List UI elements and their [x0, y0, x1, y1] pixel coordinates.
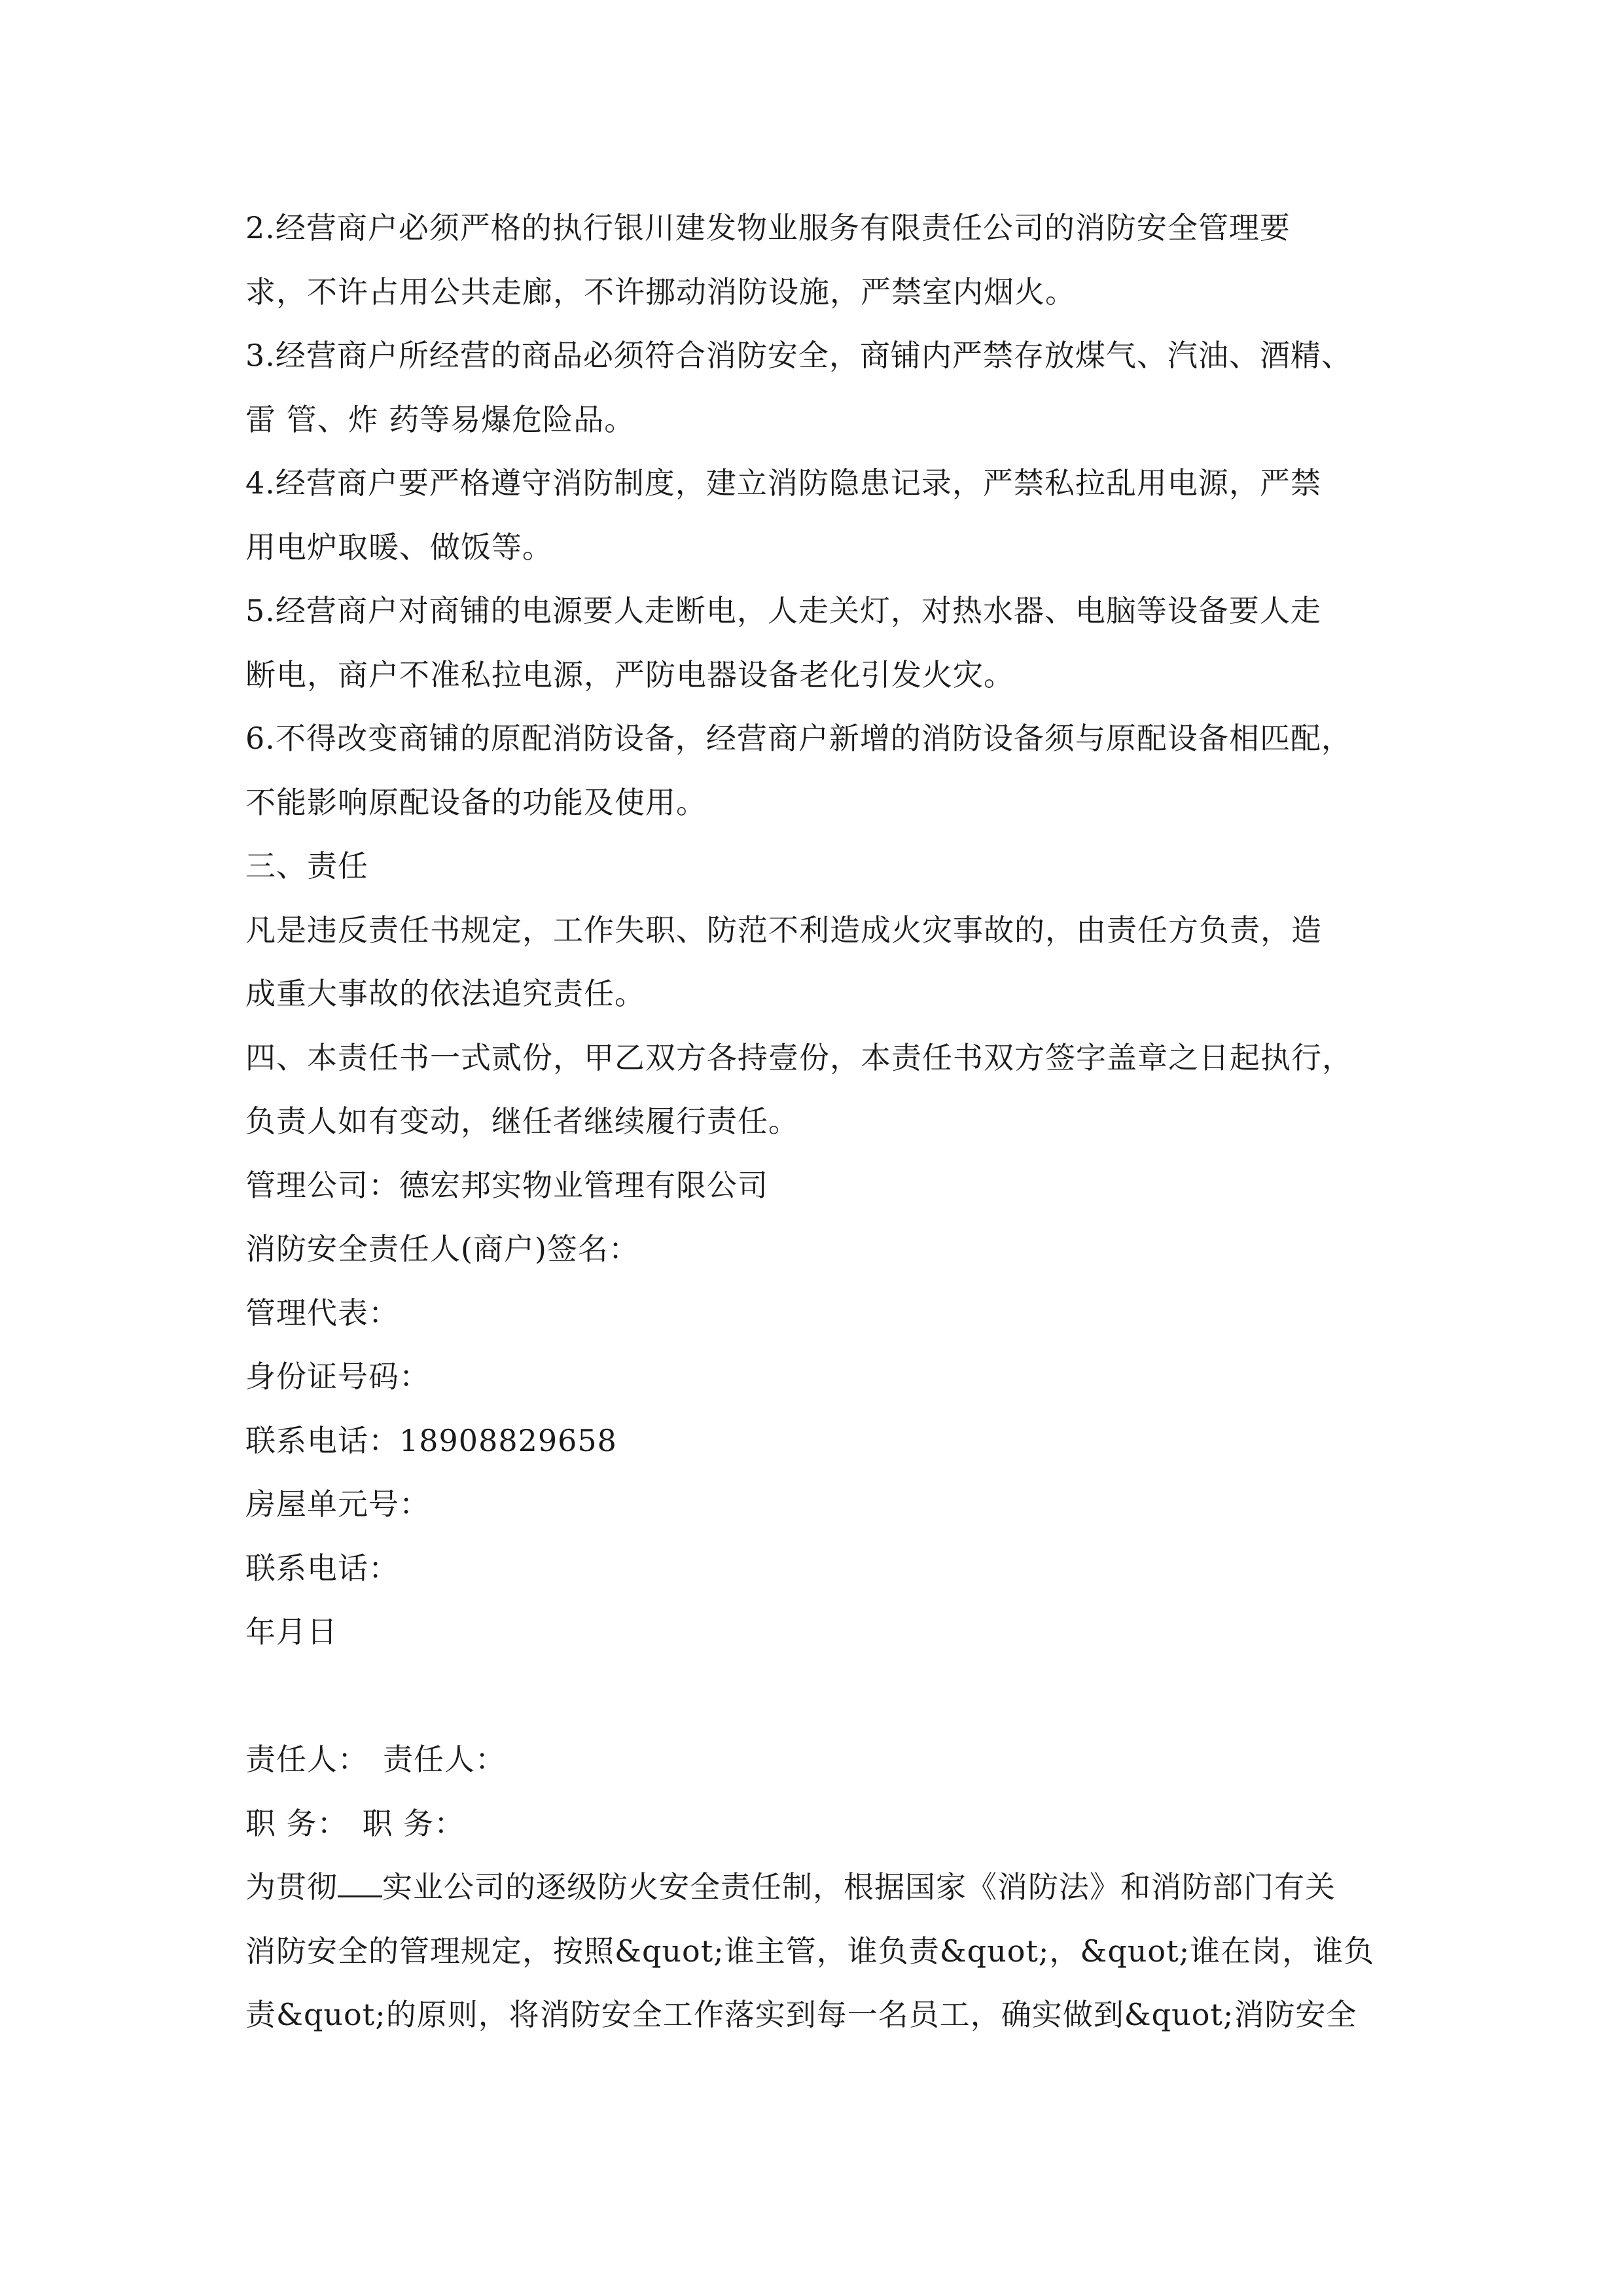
item-3-line-1: 3.经营商户所经营的商品必须符合消防安全，商铺内严禁存放煤气、汽油、酒精、	[245, 338, 1352, 373]
phone-2-label: 联系电话：	[245, 1550, 399, 1586]
phone-value: 18908829658	[399, 1422, 617, 1458]
item-5-line-1: 5.经营商户对商铺的电源要人走断电，人走关灯，对热水器、电脑等设备要人走	[245, 593, 1321, 628]
item-6-line-1: 6.不得改变商铺的原配消防设备，经营商户新增的消防设备须与原配设备相匹配，	[245, 721, 1352, 756]
section-3-heading: 三、责任	[245, 848, 368, 884]
section-4-line-1: 四、本责任书一式贰份，甲乙双方各持壹份，本责任书双方签字盖章之日起执行，	[245, 1039, 1353, 1075]
section-3-line-1: 凡是违反责任书规定，工作失职、防范不利造成火灾事故的，由责任方负责，造	[245, 912, 1322, 948]
section-3-line-2: 成重大事故的依法追究责任。	[245, 976, 645, 1011]
item-3-line-2: 雷 管、炸 药等易爆危险品。	[245, 401, 635, 437]
item-6-line-2: 不能影响原配设备的功能及使用。	[245, 784, 707, 820]
id-number-label: 身份证号码：	[245, 1359, 430, 1394]
management-company: 管理公司：德宏邦实物业管理有限公司	[245, 1167, 768, 1203]
responsible-person-right: 责任人：	[383, 1742, 506, 1777]
unit-number-label: 房屋单元号：	[245, 1486, 430, 1522]
position-right: 职 务：	[362, 1805, 465, 1841]
blank-line	[245, 1664, 1423, 1729]
section-4-line-2: 负责人如有变动，继任者继续履行责任。	[245, 1103, 799, 1139]
closing-line-1-end: 实业公司的逐级防火安全责任制，根据国家《消防法》和消防部门有关	[382, 1869, 1336, 1905]
closing-line-3: 责&quot;的原则，将消防安全工作落实到每一名员工，确实做到&quot;消防安全	[245, 1997, 1357, 2032]
merchant-signature-label: 消防安全责任人(商户)签名：	[245, 1231, 639, 1266]
responsible-person-left: 责任人：	[245, 1742, 368, 1777]
positions-line	[245, 1792, 1423, 1856]
document-body	[245, 196, 1423, 2047]
phone-label: 联系电话：	[245, 1422, 399, 1458]
phone-line	[245, 1409, 1423, 1473]
item-4-line-2: 用电炉取暖、做饭等。	[245, 529, 553, 565]
item-4-line-1: 4.经营商户要严格遵守消防制度，建立消防隐患记录，严禁私拉乱用电源，严禁	[245, 465, 1321, 501]
item-2-line-2: 求，不许占用公共走廊，不许挪动消防设施，严禁室内烟火。	[245, 274, 1076, 310]
closing-line-1-start: 为贯彻	[245, 1869, 338, 1905]
closing-line-1	[245, 1856, 1423, 1920]
management-rep-label: 管理代表：	[245, 1295, 399, 1331]
responsible-persons-line	[245, 1728, 1423, 1792]
item-2-line-1: 2.经营商户必须严格的执行银川建发物业服务有限责任公司的消防安全管理要	[245, 210, 1291, 245]
item-5-line-2: 断电，商户不准私拉电源，严防电器设备老化引发火灾。	[245, 656, 1014, 692]
closing-line-2: 消防安全的管理规定，按照&quot;谁主管，谁负责&quot;，&quot;谁在岗，谁负	[245, 1933, 1375, 1969]
company-name-blank	[338, 1869, 382, 1897]
position-left: 职 务：	[245, 1805, 348, 1841]
date-label: 年月日	[245, 1614, 338, 1649]
